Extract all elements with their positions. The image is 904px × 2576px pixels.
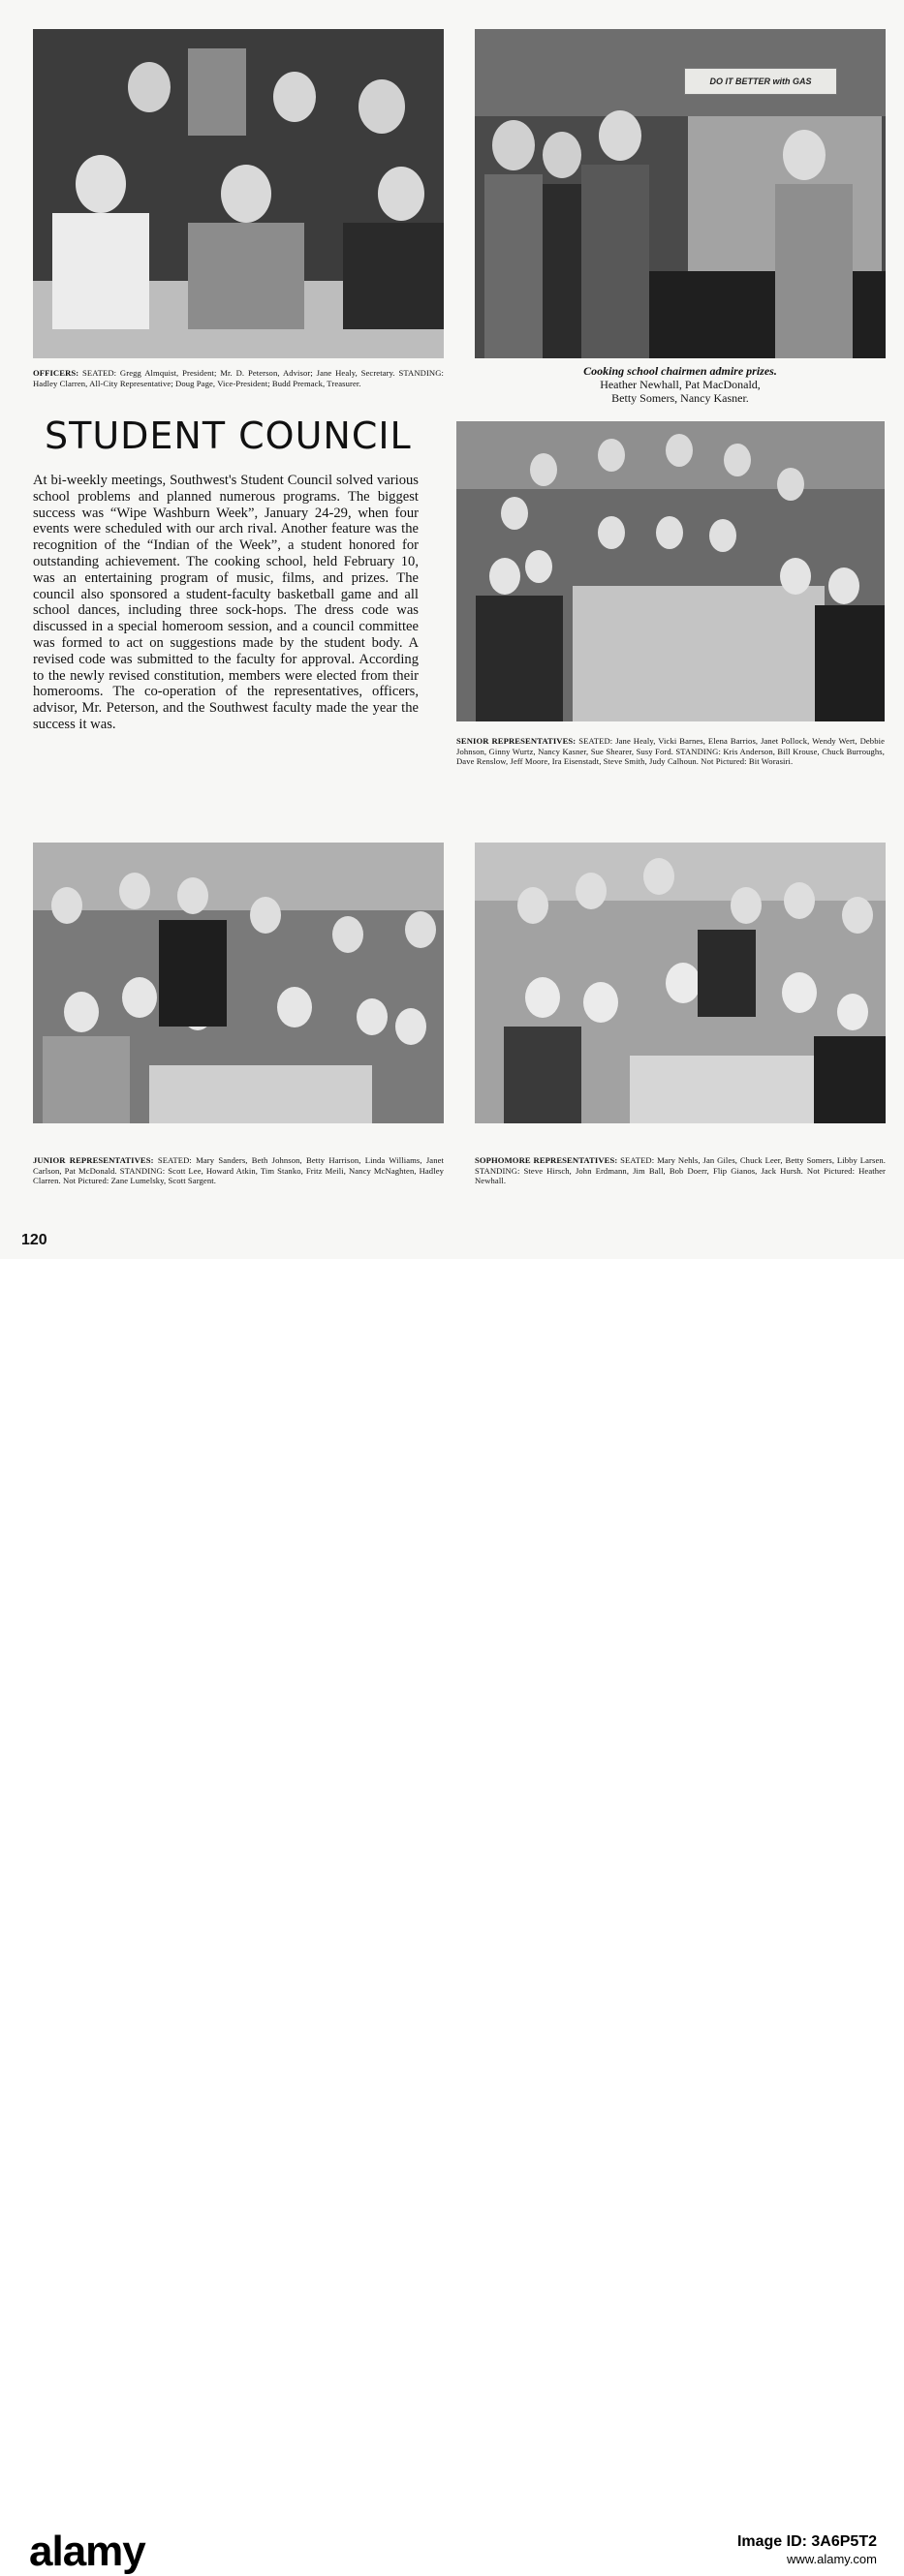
article-body: At bi-weekly meetings, Southwest's Student Council solved various school problems and planned numerous programs. The biggest success was “Wipe Washburn Week”, January 24-29, when four events were scheduled with our arch rival. Another feature was the recognition of the “Indian of the Week”, a student honored for outstanding achievement. The cooking school, held February 10, was an entertaining program of music, films, and prizes. The council also sponsored a student-faculty basketball game and all school dances, including three sock-hops. The dress code was discussed in a special homeroom session, and a council committee was formed to act on suggestions made by the student body. A revised code was submitted to the faculty for approval. According to the newly revised constitution, members were elected from their homerooms. The co-operation of the representatives, officers, advisor, Mr. Peterson, and the Southwest faculty made the year the success it was. [33,473,419,732]
senior-caption-text: SEATED: Jane Healy, Vicki Barnes, Elena Barrios, Janet Pollock, Wendy Wert, Debbie Johnson, Ginny Wurtz, Nancy Kasner, Sue Shearer, Susy Ford. STANDING: Kris Anderson, Bill Krouse, Chuck Burroughs, Dave Renslow, Jeff Moore, Ira Eisenstadt, Steve Smith, Judy Calhoun. Not Pictured: Bit Worasiri. [456,736,886,767]
officers-caption-text: SEATED: Gregg Almquist, President; Mr. D. Peterson, Advisor; Jane Healy, Secretary. STANDING: Hadley Clarren, All-City Representative; Doug Page, Vice-President; Budd Premack, Treasurer. [33,368,445,388]
senior-representatives-photo [456,421,885,721]
junior-caption-label: JUNIOR REPRESENTATIVES: [33,1155,154,1165]
page-title: STUDENT COUNCIL [45,414,412,457]
cooking-caption-line1: Heather Newhall, Pat MacDonald, [600,378,761,391]
cooking-caption-headline: Cooking school chairmen admire prizes. [583,364,777,378]
page-number: 120 [21,1232,47,1248]
officers-photo [33,29,444,358]
sophomore-representatives-caption [475,1155,886,1186]
senior-caption-label: SENIOR REPRESENTATIVES: [456,736,577,746]
junior-representatives-caption [33,1155,444,1186]
sophomore-caption-text: SEATED: Mary Nehls, Jan Giles, Chuck Leer, Betty Somers, Libby Larsen. STANDING: Steve Hirsch, John Erdmann, Jim Ball, Bob Doerr, Flip Gianos, Jack Hursh. Not Pictured: Heather Newhall. [475,1155,887,1186]
junior-caption-text: SEATED: Mary Sanders, Beth Johnson, Betty Harrison, Linda Williams, Janet Carlson, Pat McDonald. STANDING: Scott Lee, Howard Atkin, Tim Stanko, Fritz Meili, Nancy McNaghten, Hadley Clarren. Not Pictured: Zane Lumelsky, Scott Sargent. [33,1155,444,1186]
officers-caption [33,368,444,388]
officers-caption-label: OFFICERS: [33,368,79,378]
site-url: www.alamy.com [787,2552,877,2566]
sophomore-caption-label: SOPHOMORE REPRESENTATIVES: [475,1155,618,1165]
cooking-caption [475,364,886,405]
image-id-block [737,2533,877,2568]
yearbook-page [0,0,904,1259]
sophomore-representatives-photo [475,843,886,1123]
senior-representatives-caption [456,736,885,767]
gas-sign: DO IT BETTER with GAS [684,68,837,95]
cooking-caption-line2: Betty Somers, Nancy Kasner. [611,391,749,405]
image-id: Image ID: 3A6P5T2 [736,2533,877,2550]
stock-footer [0,1259,904,2575]
brand-logo: alamy [29,2528,145,2575]
junior-representatives-photo [33,843,444,1123]
